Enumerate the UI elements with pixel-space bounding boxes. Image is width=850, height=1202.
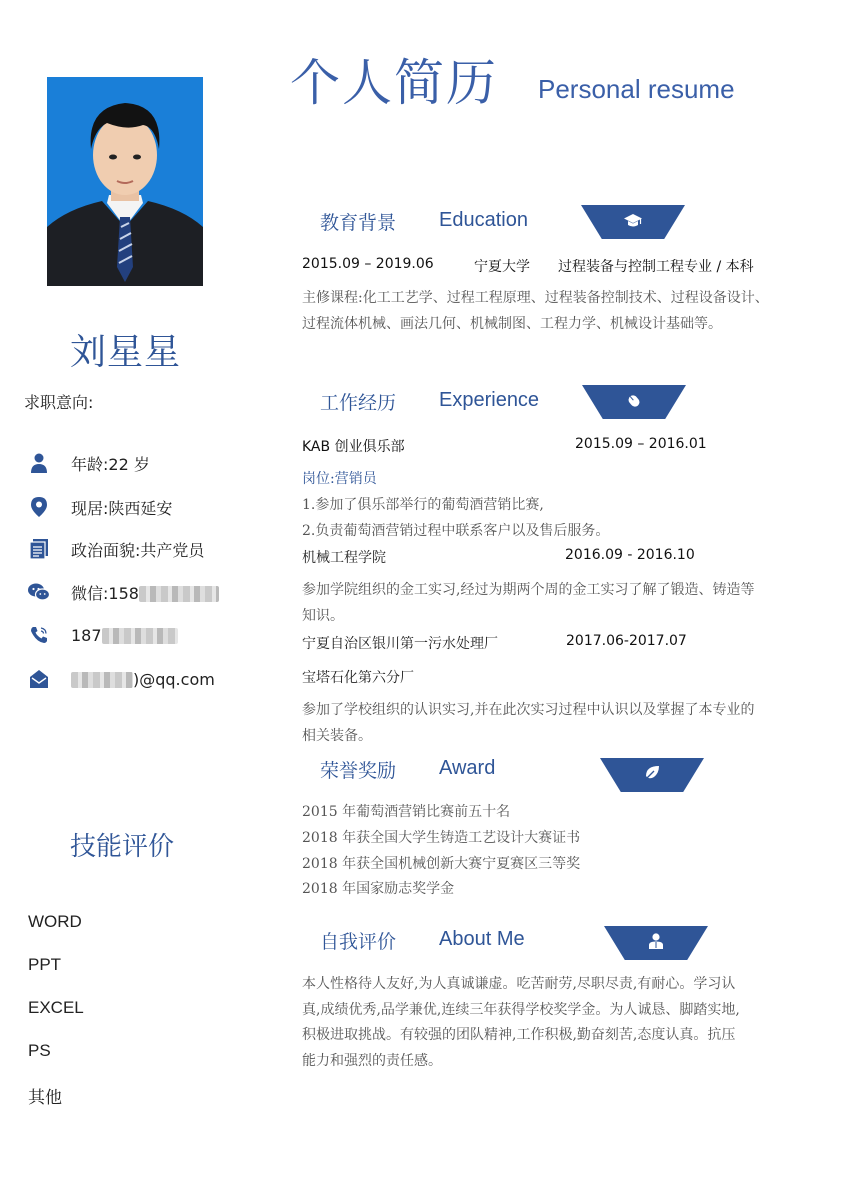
job1-desc-line: 2.负责葡萄酒营销过程中联系客户以及售后服务。 [302,523,610,539]
email-icon [28,668,50,690]
email-redacted [71,672,133,688]
person-icon [28,452,50,474]
job4-desc-line: 参加了学校组织的认识实习,并在此次实习过程中认识以及掌握了本专业的 [302,702,755,718]
email-text [71,670,215,689]
education-period: 2015.09 – 2019.06 [302,256,434,272]
job2-desc-line: 参加学院组织的金工实习,经过为期两个周的金工实习了解了锻造、铸造等 [302,582,755,598]
candidate-name: 刘星星 [70,332,182,373]
skills-title: 技能评价 [70,832,175,862]
job1-org: KAB 创业俱乐部 [302,439,405,455]
email-suffix: )@qq.com [133,669,215,689]
mouse-icon [626,393,642,412]
job3-org: 宁夏自治区银川第一污水处理厂 [302,636,498,652]
political-row [28,537,204,561]
wechat-redacted [139,586,219,602]
political-text: 政治面貌:共产党员 [71,540,205,560]
skill-item: WORD [28,912,82,931]
phone-row [28,623,178,647]
wechat-row [28,580,219,604]
phone-redacted [102,628,178,644]
about-title-en: About Me [439,928,525,950]
phone-prefix: 187 [71,625,102,645]
experience-badge [582,385,686,419]
wechat-icon [28,581,50,603]
skill-item: PS [28,1041,51,1060]
job4-desc-line: 相关装备。 [302,728,372,744]
award-item: 2018 年获全国机械创新大赛宁夏赛区三等奖 [302,856,581,872]
residence-row [28,495,172,519]
about-line: 能力和强烈的责任感。 [302,1053,442,1069]
award-item: 2018 年国家励志奖学金 [302,881,455,897]
job1-desc-line: 1.参加了俱乐部举行的葡萄酒营销比赛, [302,497,544,513]
skill-item: PPT [28,955,62,974]
education-badge [581,205,685,239]
wechat-prefix: 微信:158 [71,583,139,603]
skill-item: EXCEL [28,998,84,1017]
wechat-text [71,581,219,604]
award-item: 2018 年获全国大学生铸造工艺设计大赛证书 [302,830,581,846]
experience-title-cn: 工作经历 [320,392,397,414]
about-badge [604,926,708,960]
about-title-cn: 自我评价 [320,931,397,953]
about-line: 积极进取挑战。有较强的团队精神,工作积极,勤奋刻苦,态度认真。抗压 [302,1027,736,1043]
education-title-en: Education [439,209,528,231]
education-courses-line: 主修课程:化工工艺学、过程工程原理、过程装备控制技术、过程设备设计、 [302,290,769,306]
leaf-icon [644,765,660,785]
about-line: 本人性格待人友好,为人真诚谦虚。吃苦耐劳,尽职尽责,有耐心。学习认 [302,976,736,992]
phone-icon [28,624,50,646]
experience-title-en: Experience [439,389,540,411]
education-school: 宁夏大学 [474,259,530,275]
job2-org: 机械工程学院 [302,550,386,566]
profile-photo [47,77,203,286]
job4-org: 宝塔石化第六分厂 [302,670,414,686]
phone-text [71,626,178,645]
person-icon [649,933,663,953]
resume-title-en: Personal resume [538,74,735,104]
job3-period: 2017.06-2017.07 [566,633,687,649]
job2-period: 2016.09 - 2016.10 [565,547,695,563]
award-title-cn: 荣誉奖励 [320,760,397,782]
email-row [28,667,215,691]
job2-desc-line: 知识。 [302,608,344,624]
education-title-cn: 教育背景 [320,212,397,234]
skill-item: 其他 [28,1088,62,1108]
age-row [28,451,150,475]
award-item: 2015 年葡萄酒营销比赛前五十名 [302,804,511,820]
location-pin-icon [28,496,50,518]
objective-label: 求职意向: [24,393,94,412]
residence-text: 现居:陕西延安 [71,498,173,518]
resume-title-cn: 个人简历 [290,54,498,112]
job1-role: 岗位:营销员 [302,471,377,487]
document-icon [28,538,50,560]
about-line: 真,成绩优秀,品学兼优,连续三年获得学校奖学金。为人诚恳、脚踏实地, [302,1002,740,1018]
age-text: 年龄:22 岁 [71,454,150,474]
job1-period: 2015.09 – 2016.01 [575,436,707,452]
graduation-cap-icon [624,213,642,232]
education-courses-line: 过程流体机械、画法几何、机械制图、工程力学、机械设计基础等。 [302,316,722,332]
education-major: 过程装备与控制工程专业 / 本科 [558,259,754,275]
award-badge [600,758,704,792]
award-title-en: Award [439,757,496,779]
